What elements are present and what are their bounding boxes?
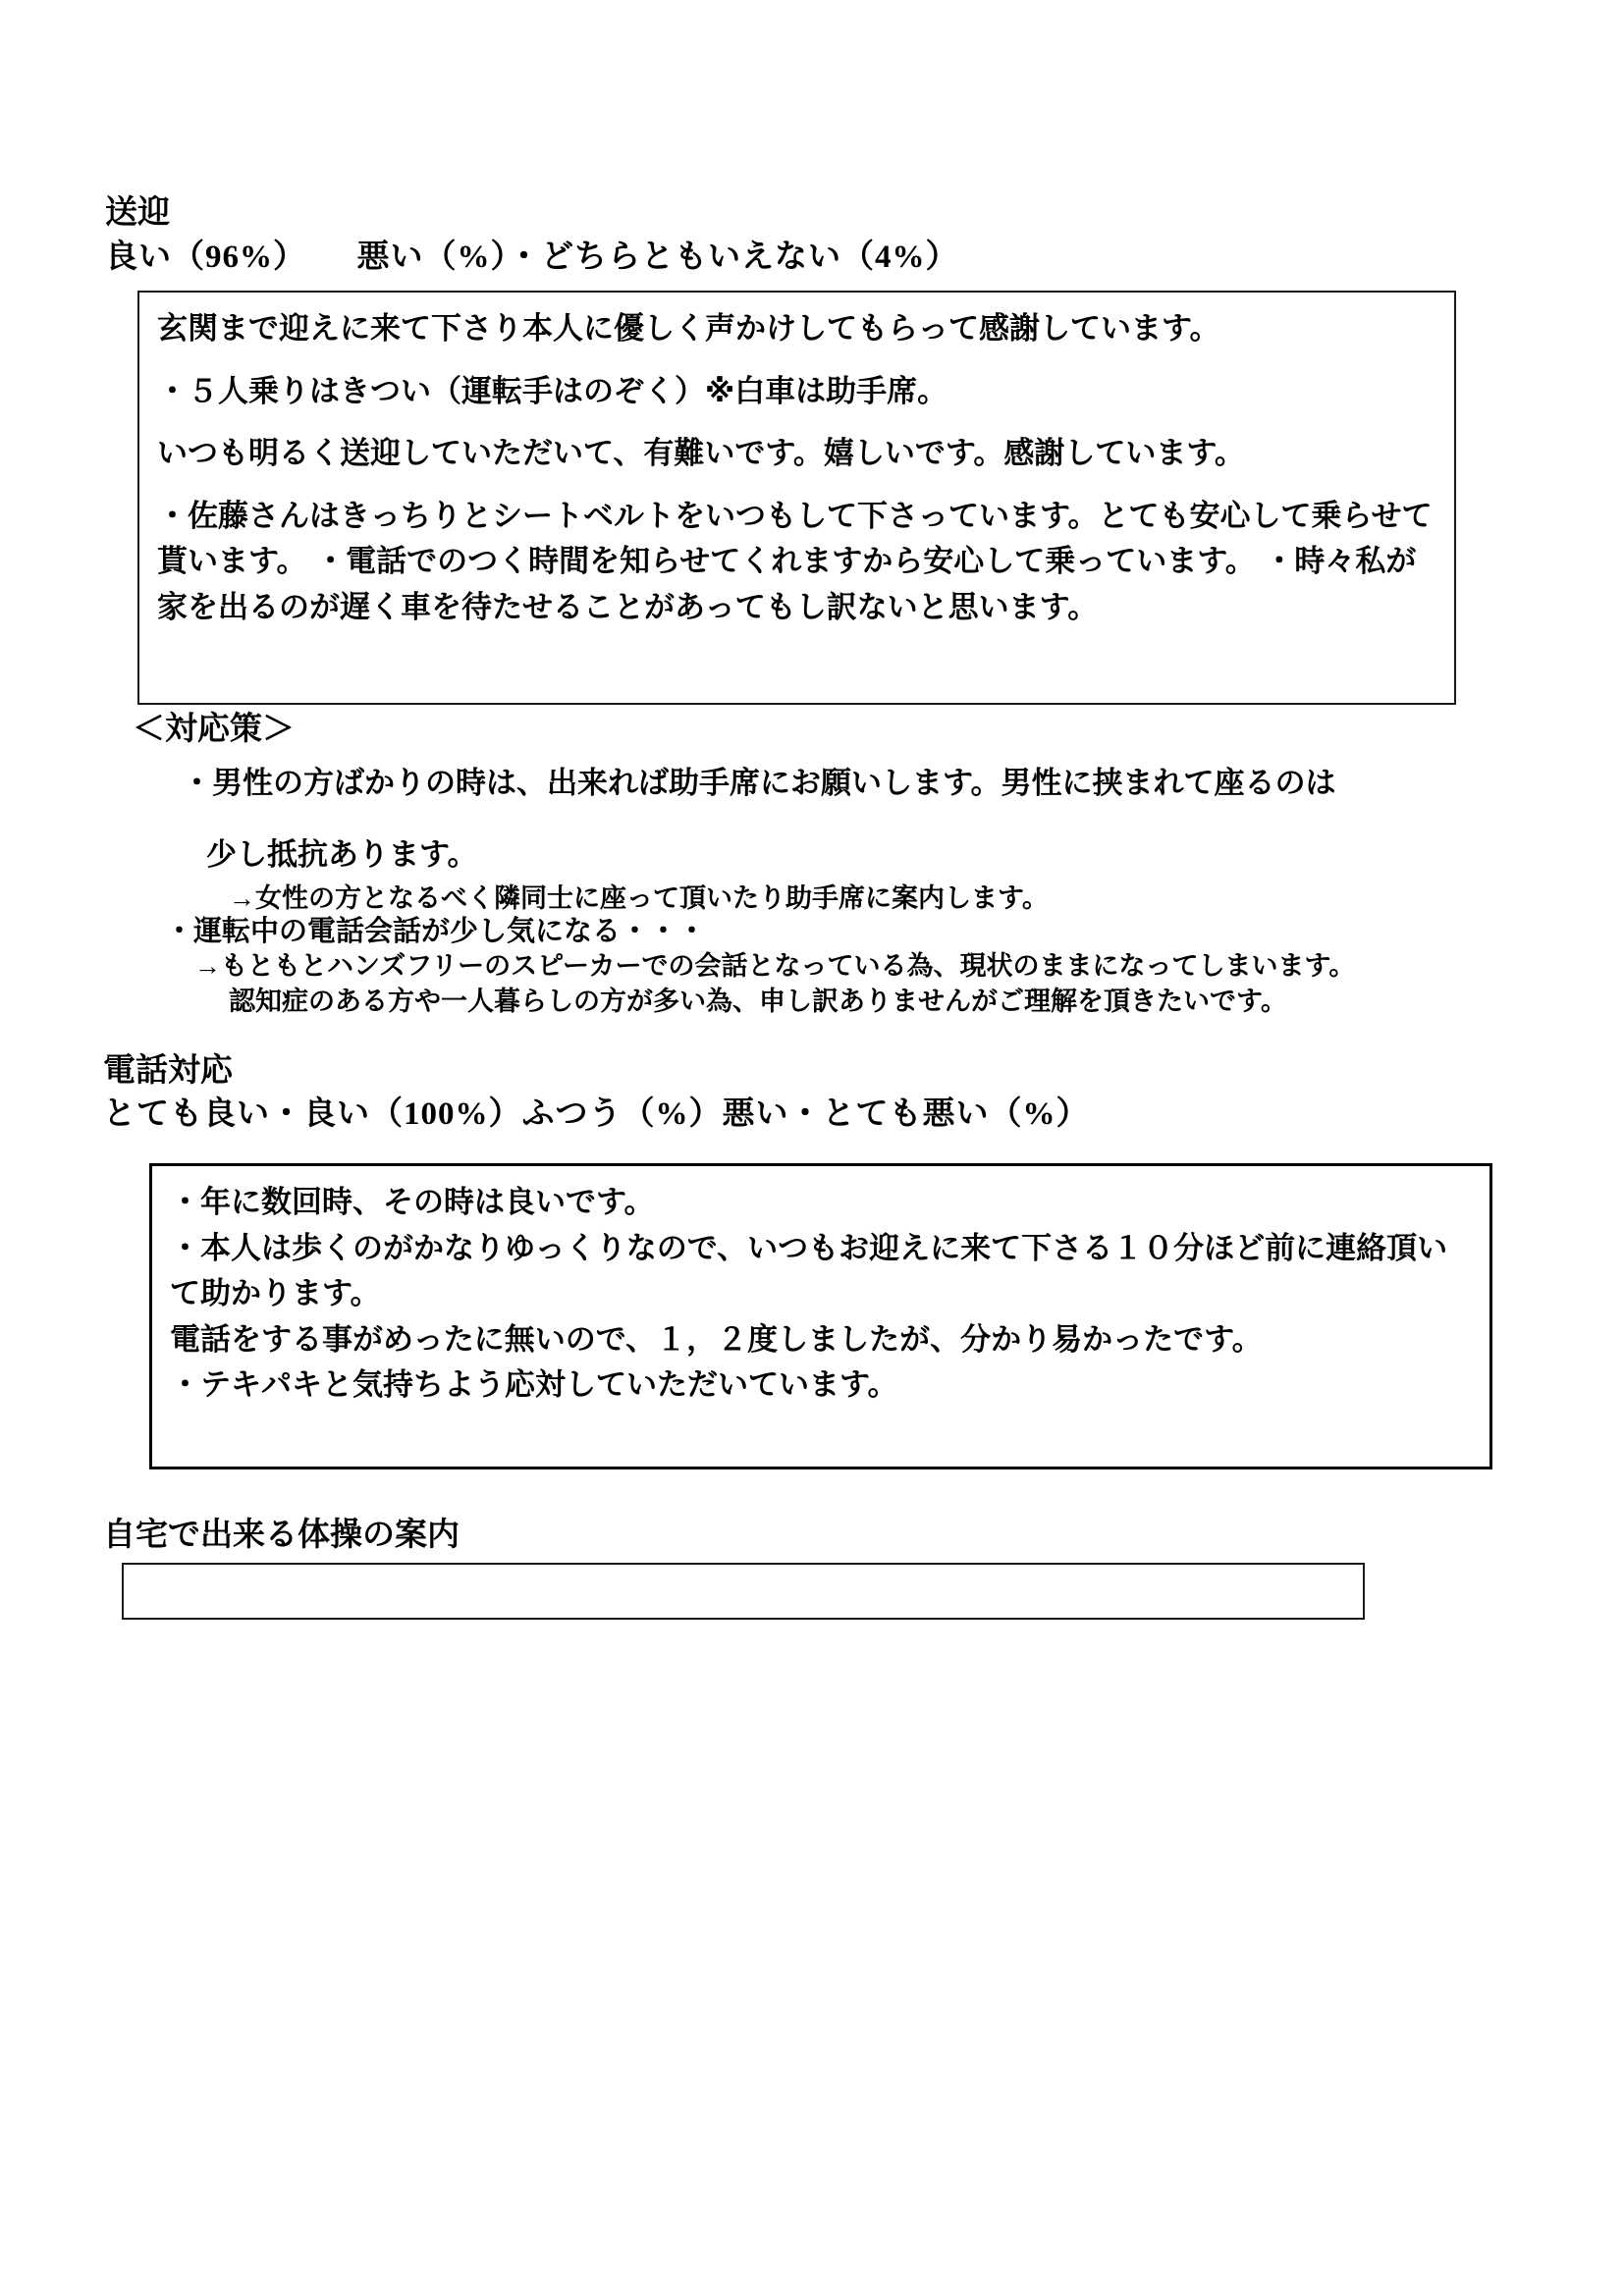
transport-comment-3: いつも明るく送迎していただいて、有難いです。嬉しいです。感謝しています。 (157, 436, 1245, 470)
countermeasures-heading: ＜対応策＞ (133, 712, 295, 747)
transport-rating-line: 良い（96%） 悪い（%）・どちらともいえない（4%） (105, 240, 959, 275)
phone-rating-line: とても良い・良い（100%）ふつう（%）悪い・とても悪い（%） (103, 1096, 1090, 1132)
countermeasure-item-3: →女性の方となるべく隣同士に座って頂いたり助手席に案内します。 (229, 883, 1049, 913)
exercise-empty-box (122, 1563, 1365, 1620)
exercise-section-heading: 自宅で出来る体操の案内 (103, 1518, 460, 1553)
transport-section-heading: 送迎 (105, 195, 170, 231)
countermeasure-item-5: →もともとハンズフリーのスピーカーでの会話となっている為、現状のままになってしまいます。 (194, 951, 1356, 981)
countermeasure-item-6: 認知症のある方や一人暮らしの方が多い為、申し訳ありませんがご理解を頂きたいです。 (229, 987, 1287, 1016)
phone-comment-1: ・年に数回時、その時は良いです。 (170, 1185, 655, 1219)
transport-comment-2: ・５人乗りはきつい（運転手はのぞく）※白車は助手席。 (157, 373, 948, 408)
transport-comment-4: ・佐藤さんはきっちりとシートベルトをいつもして下さっています。とても安心して乗らせて貰います。 ・電話でのつく時間を知らせてくれますから安心して乗っています。 ・時々私が家を出るのが遅く車を待たせることがあってもし訳ないと思います。 (157, 498, 1433, 624)
phone-comment-3: 電話をする事がめったに無いので、１，２度しましたが、分かり易かったです。 (170, 1321, 1263, 1357)
countermeasure-item-1: ・男性の方ばかりの時は、出来れば助手席にお願いします。男性に挟まれて座るのは (182, 766, 1336, 800)
transport-comment-1: 玄関まで迎えに来て下さり本人に優しく声かけしてもらって感謝しています。 (157, 311, 1220, 346)
phone-comment-2: ・本人は歩くのがかなりゆっくりなので、いつもお迎えに来て下さる１０分ほど前に連絡頂いて助かります。 (170, 1230, 1448, 1310)
phone-comment-4: ・テキパキと気持ちよう応対していただいています。 (170, 1367, 898, 1402)
countermeasure-item-2: 少し抵抗あります。 (206, 837, 478, 872)
transport-comments-box (137, 291, 1456, 705)
phone-comments-box (149, 1163, 1492, 1469)
countermeasure-item-4: ・運転中の電話会話が少し気になる・・・ (165, 916, 707, 947)
phone-section-heading: 電話対応 (103, 1053, 233, 1089)
